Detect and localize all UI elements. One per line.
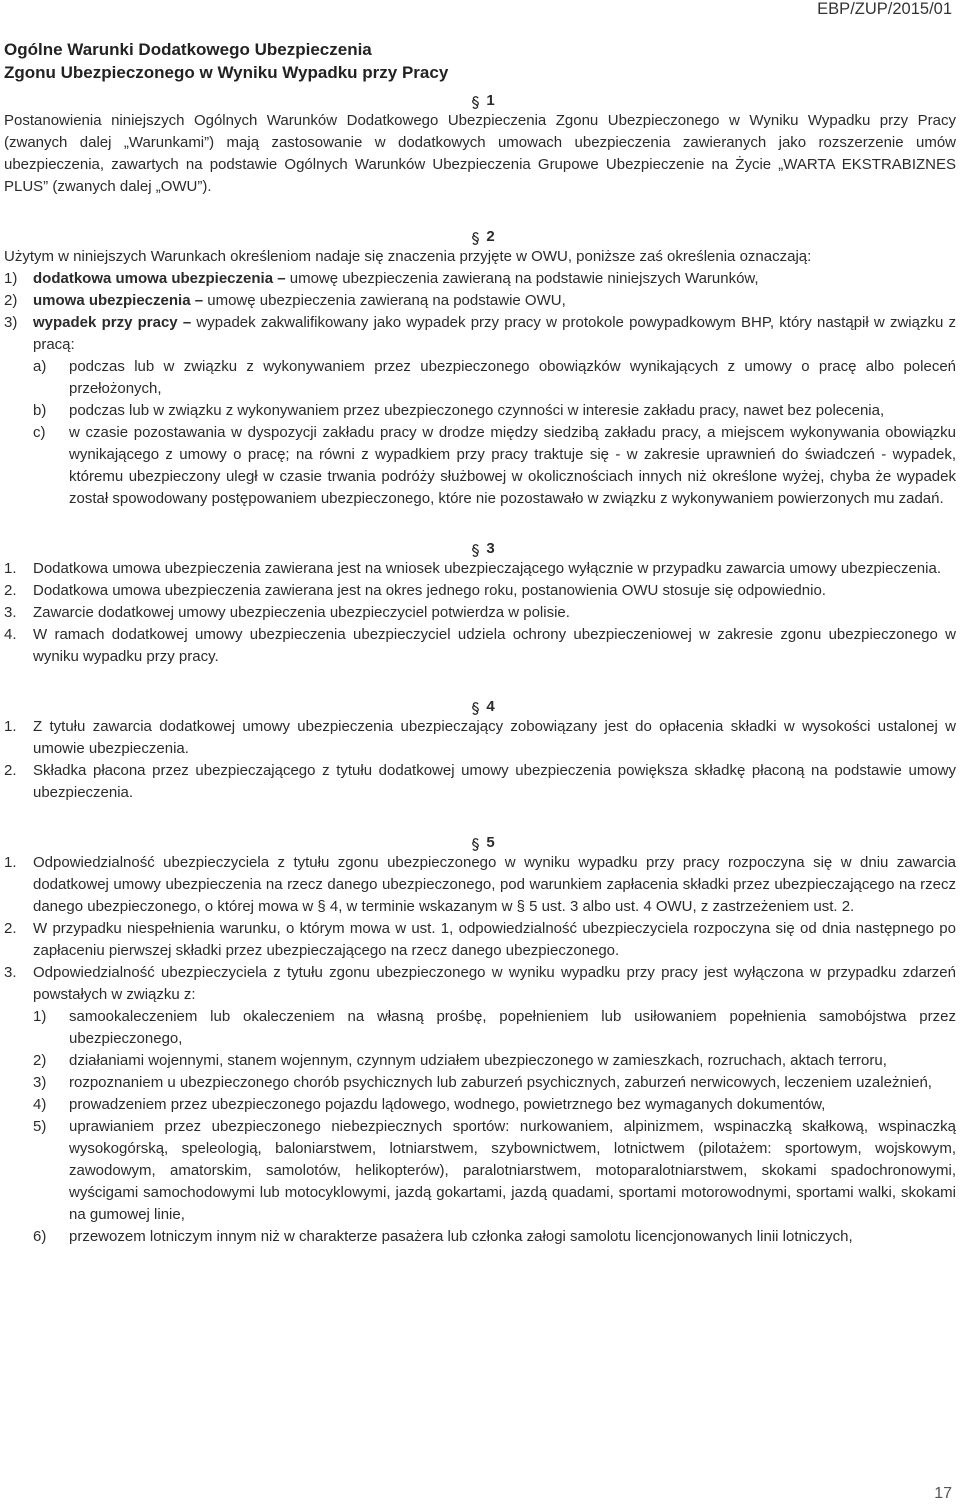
item-number: 4. [4, 626, 17, 643]
item-number: 2. [4, 920, 17, 937]
sub-item-text: podczas lub w związku z wykonywaniem przez ubezpieczonego czynności w interesie zakładu pracy, nawet bez polecenia, [69, 402, 885, 419]
section-2-intro: Użytym w niniejszych Warunkach określeniom nadaje się znaczenia przyjęte w OWU, poniższe zaś określenia oznaczają: [4, 248, 812, 265]
numbered-item [4, 624, 956, 668]
item-number: 2. [4, 582, 17, 599]
page-number: 17 [934, 1485, 952, 1502]
section-sign-icon [471, 544, 480, 557]
numbered-item [4, 602, 956, 624]
sub-item-text: podczas lub w związku z wykonywaniem przez ubezpieczonego obowiązków wynikających z umowy o pracę albo poleceń przełożonych, [69, 358, 956, 397]
sub-item [33, 1072, 956, 1094]
sub-item-text: uprawianiem przez ubezpieczonego niebezpiecznych sportów: nurkowaniem, alpinizmem, wspinaczką skałkową, wspinaczką wysokogórską, speleologią, baloniarstwem, lotniarstwem, szybownictwem, lotnictwem (pilotażem: sportowym, wojskowym, zawodowym, amatorskim, samolotów, helikopterów), paralotniarstwem, motoparalotniarstwem, skokami spadochronowymi, wyścigami samochodowymi lub motocyklowymi, jazdą gokartami, jazdą quadami, sportami motorowodnymi, sportami walki, skokami na gumowej linie, [69, 1118, 956, 1223]
section-number: 1 [486, 92, 495, 109]
sub-item-text: w czasie pozostawania w dyspozycji zakładu pracy w drodze między siedzibą zakładu pracy, a miejscem wykonywania obowiązku wynikającego z umowy o pracę; na równi z wypadkiem przy pracy traktuje się - w zakresie uprawnień do świadczeń - wypadek, któremu ubezpieczony uległ w czasie trwania podróży służbowej w okolicznościach innych niż określone wyżej, chyba że wypadek został spowodowany postępowaniem ubezpieczonego, które nie pozostawało w związku z wykonywaniem powierzonych mu zadań. [69, 424, 956, 507]
sub-item [33, 400, 956, 422]
definition-dash: – [177, 314, 197, 331]
item-number: 3) [4, 314, 18, 331]
sub-item-text: samookaleczeniem lub okaleczeniem na własną prośbę, popełnieniem lub usiłowaniem popełnienia samobójstwa przez ubezpieczonego, [69, 1008, 956, 1047]
numbered-item [4, 580, 956, 602]
item-text: Z tytułu zawarcia dodatkowej umowy ubezpieczenia ubezpieczający zobowiązany jest do opłacenia składki w wysokości ustalonej w umowie ubezpieczenia. [33, 718, 956, 757]
sub-item-text: rozpoznaniem u ubezpieczonego chorób psychicznych lub zaburzeń psychicznych, zaburzeń nerwicowych, leczeniem uzależnień, [69, 1074, 932, 1091]
sub-item [33, 1094, 956, 1116]
definition-dash: – [190, 292, 208, 309]
item-text: Dodatkowa umowa ubezpieczenia zawierana jest na okres jednego roku, postanowienia OWU stosuje się odpowiednio. [33, 582, 826, 599]
section-number: 4 [486, 698, 495, 715]
sub-item [33, 356, 956, 400]
sub-item [33, 1226, 956, 1248]
item-number: 2. [4, 762, 17, 779]
numbered-item [4, 918, 956, 962]
sub-item-letter: a) [33, 358, 47, 375]
item-number: 1. [4, 718, 17, 735]
definition-item [4, 290, 956, 312]
numbered-item [4, 558, 956, 580]
definition-text: umowę ubezpieczenia zawieraną na podstawie OWU, [207, 292, 566, 309]
section-heading-5 [4, 828, 956, 852]
definition-term: dodatkowa umowa ubezpieczenia [33, 270, 274, 287]
sub-item-number: 5) [33, 1118, 47, 1135]
sub-item-number: 3) [33, 1074, 47, 1091]
definition-term: umowa ubezpieczenia [33, 292, 191, 309]
item-text: Składka płacona przez ubezpieczającego z tytułu dodatkowej umowy ubezpieczenia powiększa składkę płaconą na podstawie umowy ubezpieczenia. [33, 762, 956, 801]
sub-item-text: działaniami wojennymi, stanem wojennym, czynnym udziałem ubezpieczonego w zamieszkach, rozruchach, aktach terroru, [69, 1052, 887, 1069]
definition-item [4, 268, 956, 290]
definition-text: wypadek zakwalifikowany jako wypadek przy pracy w protokole powypadkowym BHP, który nastąpił w związku z pracą: [33, 314, 956, 353]
document-body [4, 86, 956, 1248]
section-number: 3 [486, 540, 495, 557]
item-number: 3. [4, 604, 17, 621]
sub-item-number: 2) [33, 1052, 47, 1069]
sub-item [33, 422, 956, 510]
sub-item-number: 1) [33, 1008, 47, 1025]
definition-item [4, 312, 956, 356]
title-line-2: Zgonu Ubezpieczonego w Wyniku Wypadku przy Pracy [4, 63, 449, 82]
item-text: Odpowiedzialność ubezpieczyciela z tytułu zgonu ubezpieczonego w wyniku wypadku przy pracy jest wyłączona w przypadku zdarzeń powstałych w związku z: [33, 964, 956, 1003]
section-heading-1 [4, 86, 956, 110]
sub-item [33, 1116, 956, 1226]
item-number: 1. [4, 560, 17, 577]
item-text: Odpowiedzialność ubezpieczyciela z tytułu zgonu ubezpieczonego w wyniku wypadku przy pracy rozpoczyna się w dniu zawarcia dodatkowej umowy ubezpieczenia na rzecz danego ubezpieczonego, pod warunkiem zapłacenia składki przez ubezpieczającego na rzecz danego ubezpieczonego, o której mowa w § 4, w terminie wskazanym w § 5 ust. 3 albo ust. 4 OWU, z zastrzeżeniem ust. 2. [33, 854, 956, 915]
numbered-item [4, 716, 956, 760]
definition-dash: – [273, 270, 290, 287]
item-text: W ramach dodatkowej umowy ubezpieczenia ubezpieczyciel udziela ochrony ubezpieczeniowej w zakresie zgonu ubezpieczonego w wyniku wypadku przy pracy. [33, 626, 956, 665]
sub-item-number: 4) [33, 1096, 47, 1113]
item-number: 2) [4, 292, 18, 309]
section-number: 2 [486, 228, 495, 245]
sub-item-text: prowadzeniem przez ubezpieczonego pojazdu lądowego, wodnego, powietrznego bez wymaganych dokumentów, [69, 1096, 826, 1113]
sub-item-number: 6) [33, 1228, 47, 1245]
document-title [4, 38, 448, 84]
item-number: 3. [4, 964, 17, 981]
section-sign-icon [471, 96, 480, 109]
item-text: Dodatkowa umowa ubezpieczenia zawierana jest na wniosek ubezpieczającego wyłącznie w przypadku zawarcia umowy ubezpieczenia. [33, 560, 941, 577]
section-heading-2 [4, 222, 956, 246]
sub-item [33, 1006, 956, 1050]
sub-item-text: przewozem lotniczym innym niż w charakterze pasażera lub członka załogi samolotu licencjonowanych linii lotniczych, [69, 1228, 853, 1245]
numbered-item [4, 852, 956, 918]
definition-term: wypadek przy pracy [33, 314, 178, 331]
section-sign-icon [471, 702, 480, 715]
document-code: EBP/ZUP/2015/01 [817, 0, 952, 18]
section-1-text: Postanowienia niniejszych Ogólnych Warunków Dodatkowego Ubezpieczenia Zgonu Ubezpieczonego w Wyniku Wypadku przy Pracy (zwanych dalej „Warunkami”) mają zastosowanie w dodatkowych umowach ubezpieczenia zawieranych jako rozszerzenie umów ubezpieczenia, zawartych na podstawie Ogólnych Warunków Ubezpieczenia Grupowe Ubezpieczenie na Życie „WARTA EKSTRABIZNES PLUS” (zwanych dalej „OWU”). [4, 112, 956, 195]
item-text: W przypadku niespełnienia warunku, o którym mowa w ust. 1, odpowiedzialność ubezpieczyciela rozpoczyna się od dnia następnego po zapłaceniu pierwszej składki przez ubezpieczającego na rzecz danego ubezpieczonego. [33, 920, 956, 959]
sub-item [33, 1050, 956, 1072]
numbered-item [4, 760, 956, 804]
section-heading-4 [4, 692, 956, 716]
title-line-1: Ogólne Warunki Dodatkowego Ubezpieczenia [4, 40, 372, 59]
section-sign-icon [471, 838, 480, 851]
item-text: Zawarcie dodatkowej umowy ubezpieczenia ubezpieczyciel potwierdza w polisie. [33, 604, 570, 621]
sub-item-letter: c) [33, 424, 46, 441]
numbered-item [4, 962, 956, 1006]
section-heading-3 [4, 534, 956, 558]
sub-item-letter: b) [33, 402, 47, 419]
item-number: 1) [4, 270, 18, 287]
definition-text: umowę ubezpieczenia zawieraną na podstawie niniejszych Warunków, [289, 270, 759, 287]
section-number: 5 [486, 834, 495, 851]
section-sign-icon [471, 232, 480, 245]
item-number: 1. [4, 854, 17, 871]
